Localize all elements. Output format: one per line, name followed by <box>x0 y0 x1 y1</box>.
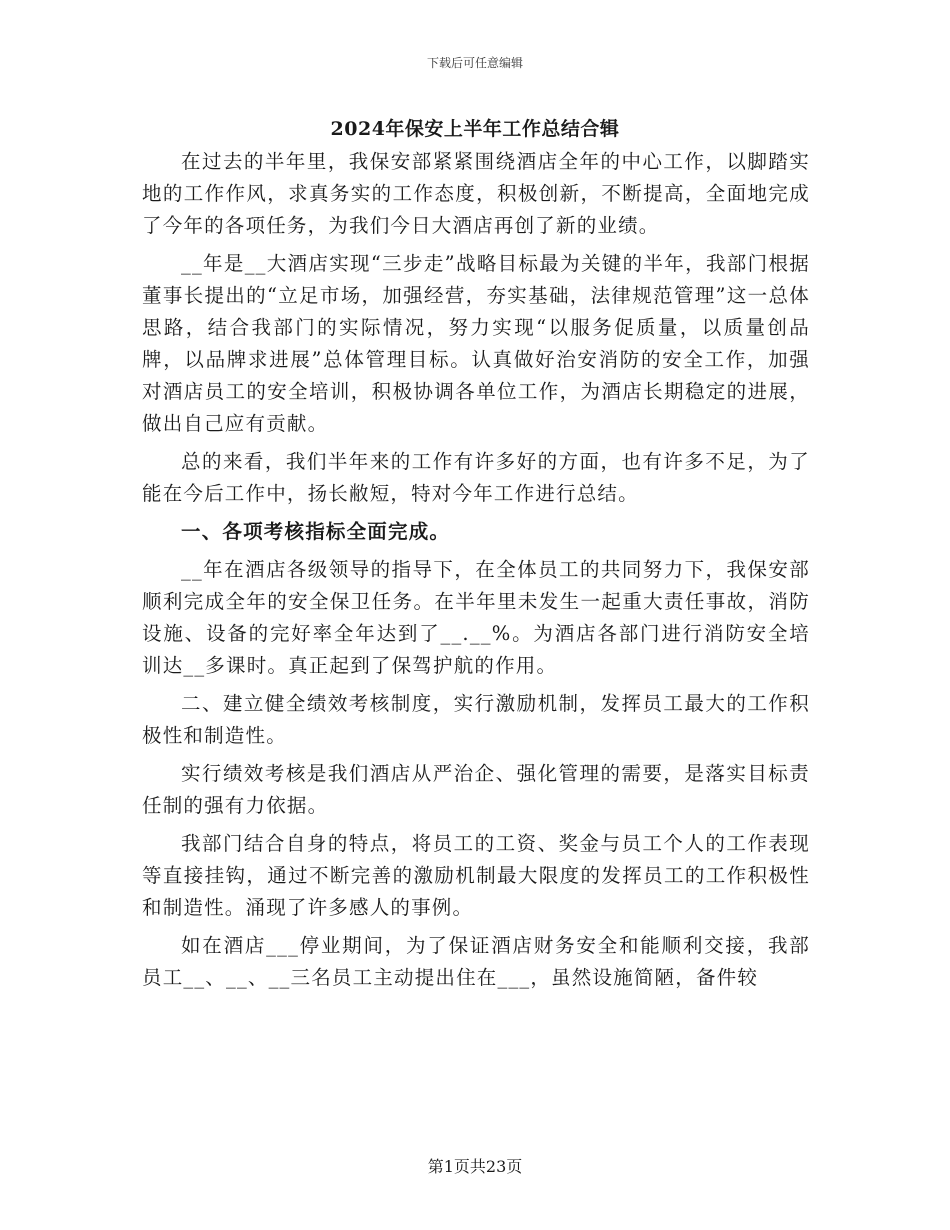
section-heading-1: 一、各项考核指标全面完成。 <box>181 520 451 543</box>
section-heading-2: 二、建立健全绩效考核制度，实行激励机制，发挥员工最大的工作积极性和制造性。 <box>142 692 810 747</box>
paragraph-indicators: __年在酒店各级领导的指导下，在全体员工的共同努力下，我保安部顺利完成全年的安全保卫任务。在半年里未发生一起重大责任事故，消防设施、设备的完好率全年达到了__.__%。为酒店各部门进行消防安全培训达__多课时。真正起到了保驾护航的作用。 <box>142 558 810 677</box>
paragraph-incentive: 我部门结合自身的特点，将员工的工资、奖金与员工个人的工作表现等直接挂钩，通过不断完善的激励机制最大限度的发挥员工的工作积极性和制造性。涌现了许多感人的事例。 <box>142 832 810 919</box>
paragraph-intro: 在过去的半年里，我保安部紧紧围绕酒店全年的中心工作，以脚踏实地的工作作风，求真务实的工作态度，积极创新，不断提高，全面地完成了今年的各项任务，为我们今日大酒店再创了新的业绩。 <box>142 150 810 237</box>
paragraph-strategy: __年是__大酒店实现“三步走”战略目标最为关键的半年，我部门根据董事长提出的“立足市场，加强经营，夯实基础，法律规范管理”这一总体思路，结合我部门的实际情况，努力实现“以服务促质量，以质量创品牌，以品牌求进展”总体管理目标。认真做好治安消防的安全工作，加强对酒店员工的安全培训，积极协调各单位工作，为酒店长期稳定的进展，做出自己应有贡献。 <box>142 252 810 435</box>
header-note: 下载后可任意编辑 <box>426 56 523 70</box>
document-title: 2024年保安上半年工作总结合辑 <box>330 118 620 140</box>
paragraph-overview: 总的来看，我们半年来的工作有许多好的方面，也有许多不足，为了能在今后工作中，扬长敝短，特对今年工作进行总结。 <box>142 450 810 505</box>
paragraph-assessment: 实行绩效考核是我们酒店从严治企、强化管理的需要，是落实目标责任制的强有力依据。 <box>142 762 810 817</box>
page-number: 第1页共23页 <box>427 1157 523 1176</box>
document-body <box>142 146 810 1000</box>
paragraph-example: 如在酒店___停业期间，为了保证酒店财务安全和能顺利交接，我部员工__、__、__三名员工主动提出住在___，虽然设施简陋，备件较 <box>142 934 810 989</box>
